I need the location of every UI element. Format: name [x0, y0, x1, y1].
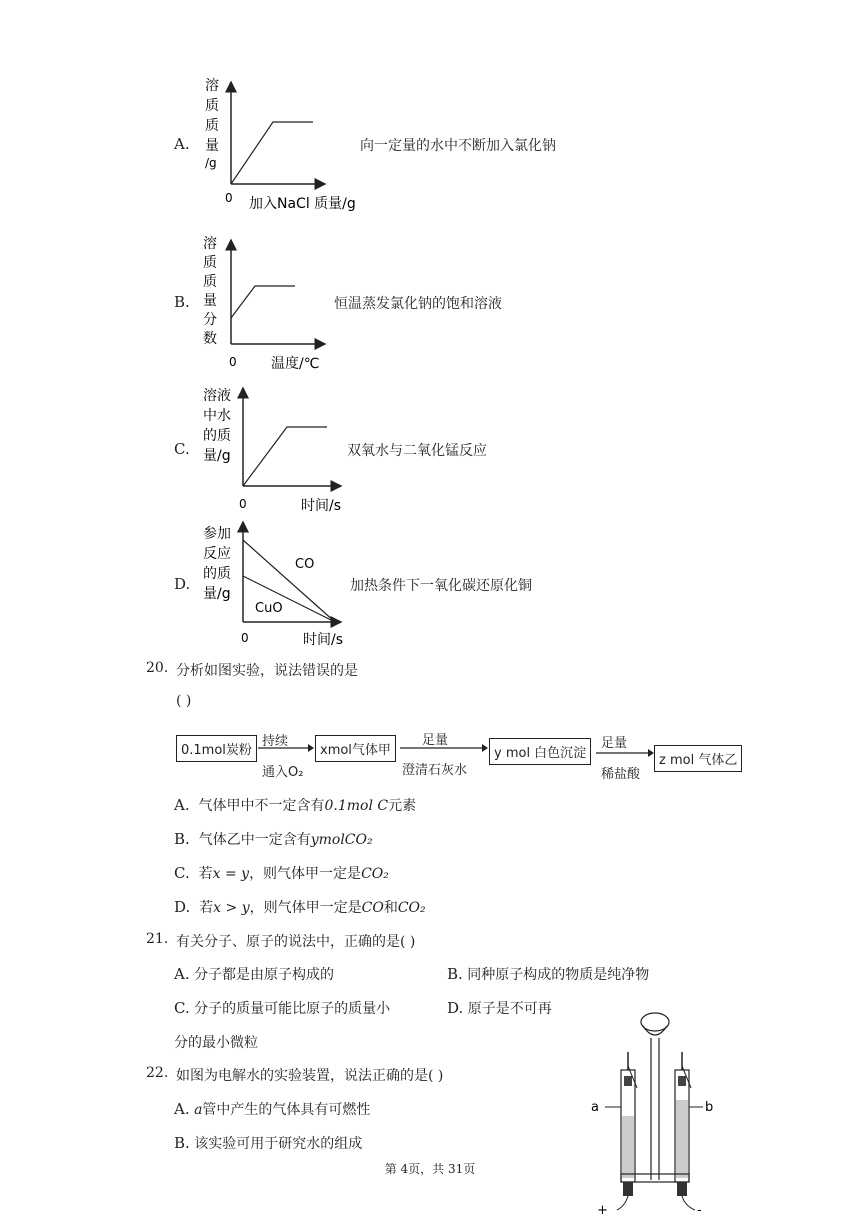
svg-text:量/g: 量/g	[203, 586, 231, 602]
svg-text:温度/℃: 温度/℃	[271, 356, 320, 372]
svg-text:量: 量	[203, 293, 217, 309]
svg-text:参加: 参加	[203, 526, 231, 542]
arrow3-bottom-label: 稀盐酸	[601, 767, 641, 782]
y-label-3: 质	[205, 118, 219, 134]
y-label-5: /g	[205, 156, 217, 170]
question-stem: 有关分子、原子的说法中，正确的是( )	[176, 934, 416, 950]
electrode-plus: +	[597, 1203, 608, 1216]
option-letter: C.	[174, 440, 190, 458]
y-label-2: 质	[205, 98, 219, 114]
electrolysis-apparatus	[585, 1010, 725, 1216]
option-desc: 向一定量的水中不断加入氯化钠	[360, 138, 556, 154]
graph-c	[195, 382, 365, 518]
arrow2-top-label: 足量	[422, 733, 449, 748]
svg-text:溶: 溶	[203, 236, 217, 252]
option-desc: 恒温蒸发氯化钠的饱和溶液	[334, 296, 502, 312]
arrow2-bottom-label: 澄清石灰水	[402, 763, 468, 778]
option-letter: B.	[174, 293, 190, 311]
svg-text:0: 0	[229, 355, 237, 369]
q22-option-a: A. a管中产生的气体具有可燃性	[174, 1100, 371, 1118]
series-label-co: CO	[295, 557, 315, 572]
svg-text:溶液: 溶液	[203, 388, 231, 404]
x-label: 加入NaCl 质量/g	[249, 196, 356, 212]
svg-text:的质: 的质	[203, 428, 231, 444]
electrode-minus: -	[697, 1203, 702, 1216]
question-number: 21.	[146, 931, 169, 947]
y-label-1: 溶	[205, 78, 219, 94]
svg-text:中水: 中水	[203, 408, 231, 424]
q21-option-d: D. 原子是不可再	[447, 999, 552, 1017]
flow-box-carbon: 0.1mol炭粉	[176, 735, 257, 762]
graph-a	[195, 72, 375, 220]
q21-option-b: B. 同种原子构成的物质是纯净物	[447, 965, 650, 983]
page-footer: 第 4页，共 31页	[384, 1162, 476, 1176]
graph-d	[195, 518, 355, 650]
arrow-2	[398, 740, 490, 756]
svg-text:时间/s: 时间/s	[303, 632, 344, 648]
flow-box-precipitate: y mol 白色沉淀	[489, 738, 591, 765]
flow-box-gas-a: xmol气体甲	[315, 735, 396, 762]
q21-option-c: C. 分子的质量可能比原子的质量小	[174, 999, 391, 1017]
svg-text:0: 0	[241, 631, 249, 645]
svg-text:质: 质	[203, 274, 217, 290]
svg-text:的质: 的质	[203, 566, 231, 582]
question-stem: 分析如图实验，说法错误的是	[176, 663, 358, 679]
question-stem: 如图为电解水的实验装置，说法正确的是( )	[176, 1068, 444, 1084]
tube-label-a: a	[591, 1100, 599, 1115]
svg-text:数: 数	[203, 331, 217, 347]
question-number: 22.	[146, 1065, 169, 1081]
q20-option-b: B. 气体乙中一定含有ymolCO₂	[174, 830, 373, 848]
q20-option-a: A. 气体甲中不一定含有0.1mol C元素	[174, 796, 417, 814]
svg-text:0: 0	[239, 497, 247, 511]
series-label-cuo: CuO	[255, 601, 283, 616]
option-letter: D.	[174, 575, 191, 593]
arrow1-bottom-label: 通入O₂	[262, 765, 304, 780]
y-label-4: 量	[205, 138, 219, 154]
svg-text:时间/s: 时间/s	[301, 498, 342, 514]
arrow-3	[594, 745, 656, 761]
q21-option-d-continuation: 分的最小微粒	[174, 1035, 258, 1051]
svg-text:反应: 反应	[203, 546, 231, 562]
option-letter: A.	[174, 135, 190, 153]
q20-option-d: D. 若x > y，则气体甲一定是CO和CO₂	[174, 898, 426, 916]
q22-option-b: B. 该实验可用于研究水的组成	[174, 1134, 363, 1152]
arrow-1	[256, 740, 316, 756]
option-desc: 双氧水与二氧化锰反应	[347, 443, 487, 459]
arrow1-top-label: 持续	[262, 734, 289, 749]
answer-blank: ( )	[176, 693, 192, 709]
graph-b	[195, 232, 355, 376]
flow-box-gas-b: z mol 气体乙	[654, 745, 742, 772]
svg-text:量/g: 量/g	[203, 448, 231, 464]
svg-text:质: 质	[203, 255, 217, 271]
option-desc: 加热条件下一氧化碳还原化铜	[350, 578, 532, 594]
origin: 0	[225, 191, 233, 205]
q20-option-c: C. 若x = y，则气体甲一定是CO₂	[174, 864, 389, 882]
question-number: 20.	[146, 660, 169, 676]
tube-label-b: b	[705, 1100, 714, 1115]
q21-option-a: A. 分子都是由原子构成的	[174, 965, 335, 983]
curve	[231, 122, 313, 184]
arrow3-top-label: 足量	[601, 736, 628, 751]
svg-text:分: 分	[203, 312, 217, 328]
